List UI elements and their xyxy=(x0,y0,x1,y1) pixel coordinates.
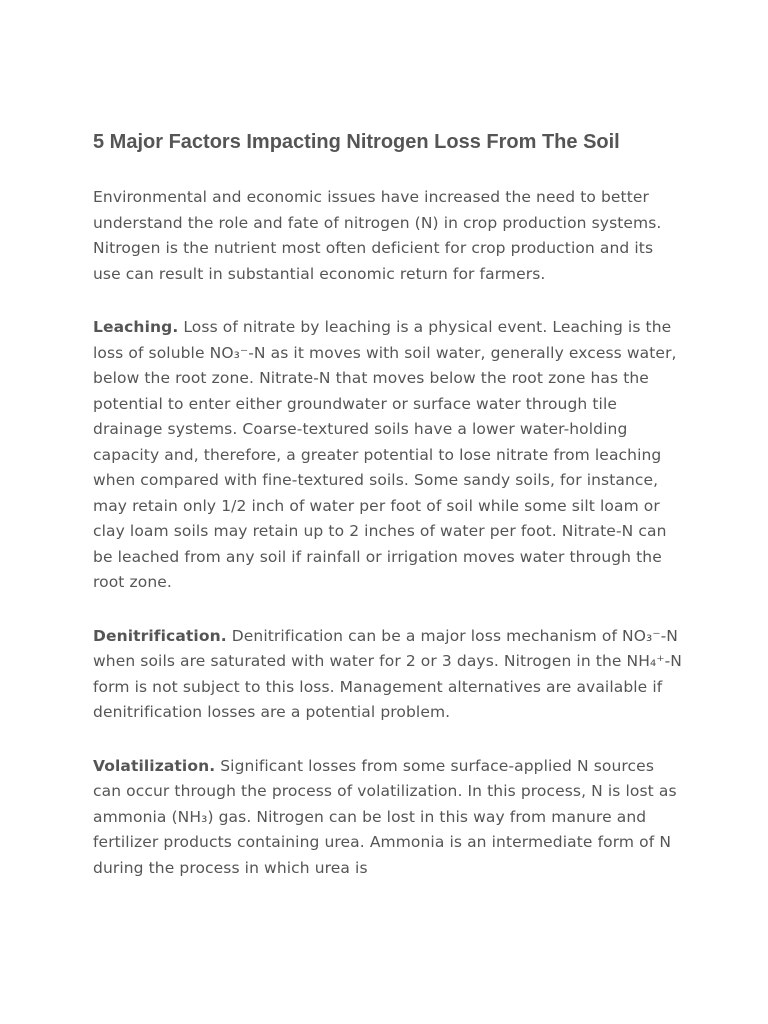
leaching-paragraph xyxy=(93,315,683,596)
volatilization-paragraph xyxy=(93,754,683,882)
document-page xyxy=(93,128,683,909)
denitrification-heading: Denitrification. xyxy=(93,626,227,645)
leaching-body: Loss of nitrate by leaching is a physical event. Leaching is the loss of soluble NO₃⁻-N as it moves with soil water, generally excess water, below the root zone. Nitrate-N that moves below the root zone has the potential to enter either groundwater or surface water through tile drainage systems. Coarse-textured soils have a lower water-holding capacity and, therefore, a greater potential to lose nitrate from leaching when compared with fine-textured soils. Some sandy soils, for instance, may retain only 1/2 inch of water per foot of soil while some silt loam or clay loam soils may retain up to 2 inches of water per foot. Nitrate-N can be leached from any soil if rainfall or irrigation moves water through the root zone. xyxy=(93,318,677,591)
denitrification-paragraph xyxy=(93,624,683,726)
document-title: 5 Major Factors Impacting Nitrogen Loss From The Soil xyxy=(93,131,620,153)
volatilization-heading: Volatilization. xyxy=(93,756,216,775)
intro-paragraph: Environmental and economic issues have increased the need to better understand the role and fate of nitrogen (N) in crop production systems. Nitrogen is the nutrient most often deficient for crop production and its use can result in substantial economic return for farmers. xyxy=(93,188,662,283)
leaching-heading: Leaching. xyxy=(93,318,179,336)
volatilization-body: Significant losses from some surface-applied N sources can occur through the process of volatilization. In this process, N is lost as ammonia (NH₃) gas. Nitrogen can be lost in this way from manure and fertilizer products containing urea. Ammonia is an intermediate form of N during the process in which urea is xyxy=(93,756,677,877)
denitrification-body: Denitrification can be a major loss mechanism of NO₃⁻-N when soils are saturated with water for 2 or 3 days. Nitrogen in the NH₄⁺-N form is not subject to this loss. Management alternatives are available if denitrification losses are a potential problem. xyxy=(93,626,682,721)
